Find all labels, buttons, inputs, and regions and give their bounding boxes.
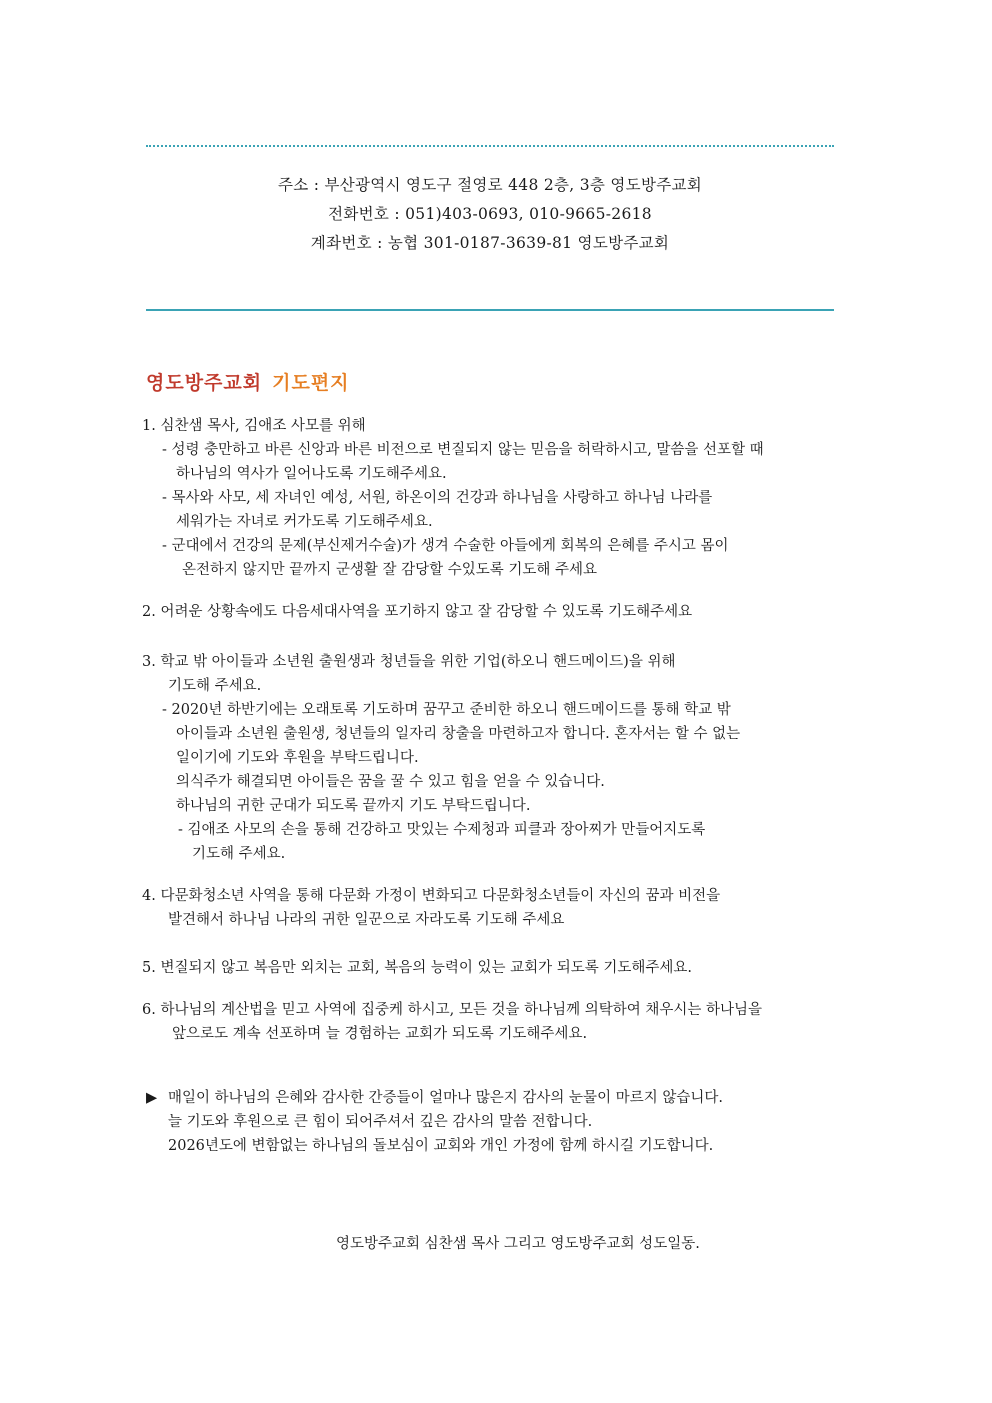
prayer-6-line-2: 앞으로도 계속 선포하며 늘 경험하는 교회가 되도록 기도해주세요. (172, 1026, 588, 1042)
prayer-1-point-b-line-1: - 목사와 사모, 세 자녀인 예성, 서원, 하온이의 건강과 하나님을 사랑하고 하나님 나라를 (162, 490, 713, 506)
closing-line-2: 늘 기도와 후원으로 큰 힘이 되어주셔서 깊은 감사의 말씀 전합니다. (168, 1114, 593, 1130)
prayer-5: 5. 변질되지 않고 복음만 외치는 교회, 복음의 능력이 있는 교회가 되도록 기도해주세요. (142, 960, 692, 976)
prayer-4-line-2: 발견해서 하나님 나라의 귀한 일꾼으로 자라도록 기도해 주세요 (168, 912, 565, 928)
top-dotted-divider (146, 145, 834, 147)
prayer-3-point-a-line-3: 일이기에 기도와 후원을 부탁드립니다. (176, 750, 419, 766)
prayer-3-point-b-line-2: 기도해 주세요. (192, 846, 286, 862)
title-church-name: 영도방주교회 (146, 372, 263, 394)
prayer-6-line-1: 6. 하나님의 계산법을 믿고 사역에 집중케 하시고, 모든 것을 하나님께 의탁하여 채우시는 하나님을 (142, 1002, 763, 1018)
prayer-3-point-a-line-1: - 2020년 하반기에는 오래토록 기도하며 꿈꾸고 준비한 하오니 핸드메이드를 통해 학교 밖 (162, 702, 731, 718)
prayer-2: 2. 어려운 상황속에도 다음세대사역을 포기하지 않고 잘 감당할 수 있도록 기도해주세요 (142, 604, 693, 620)
title-prayer-letter: 기도편지 (272, 372, 350, 394)
closing-line-3: 2026년도에 변함없는 하나님의 돌보심이 교회와 개인 가정에 함께 하시길 기도합니다. (168, 1138, 714, 1154)
account-line: 계좌번호 : 농협 301-0187-3639-81 영도방주교회 (310, 234, 670, 252)
closing-line-1: 매일이 하나님의 은혜와 감사한 간증들이 얼마나 많은지 감사의 눈물이 마르지 않습니다. (168, 1090, 723, 1106)
prayer-1-point-a-line-1: - 성령 충만하고 바른 신앙과 바른 비전으로 변질되지 않는 믿음을 허락하시고, 말씀을 선포할 때 (162, 442, 764, 458)
prayer-1-point-b-line-2: 세워가는 자녀로 커가도록 기도해주세요. (176, 514, 433, 530)
prayer-4-line-1: 4. 다문화청소년 사역을 통해 다문화 가정이 변화되고 다문화청소년들이 자신의 꿈과 비전을 (142, 888, 721, 904)
prayer-3-heading-line-2: 기도해 주세요. (168, 678, 262, 694)
prayer-3-point-a-line-5: 하나님의 귀한 군대가 되도록 끝까지 기도 부탁드립니다. (176, 798, 531, 814)
prayer-3-point-a-line-4: 의식주가 해결되면 아이들은 꿈을 꿀 수 있고 힘을 얻을 수 있습니다. (176, 774, 605, 790)
prayer-3-point-a-line-2: 아이들과 소년원 출원생, 청년들의 일자리 창출을 마련하고자 합니다. 혼자서는 할 수 없는 (176, 726, 741, 742)
prayer-1-heading: 1. 심찬샘 목사, 김애조 사모를 위해 (142, 418, 366, 434)
prayer-3-point-b-line-1: - 김애조 사모의 손을 통해 건강하고 맛있는 수제청과 피클과 장아찌가 만들어지도록 (178, 822, 706, 838)
prayer-1-point-a-line-2: 하나님의 역사가 일어나도록 기도해주세요. (176, 466, 447, 482)
bottom-solid-divider (146, 309, 834, 311)
signature-line: 영도방주교회 심찬샘 목사 그리고 영도방주교회 성도일동. (336, 1236, 700, 1252)
letter-title (146, 368, 350, 395)
address-line: 주소 : 부산광역시 영도구 절영로 448 2층, 3층 영도방주교회 (277, 176, 703, 194)
contact-block (146, 171, 834, 258)
prayer-3-heading-line-1: 3. 학교 밖 아이들과 소년원 출원생과 청년들을 위한 기업(하오니 핸드메이드)을 위해 (142, 654, 676, 670)
prayer-1-point-c-line-2: 온전하지 않지만 끝까지 군생활 잘 감당할 수있도록 기도해 주세요 (182, 562, 598, 578)
prayer-1-point-c-line-1: - 군대에서 건강의 문제(부신제거수술)가 생겨 수술한 아들에게 회복의 은혜를 주시고 몸이 (162, 538, 729, 554)
phone-line: 전화번호 : 051)403-0693, 010-9665-2618 (328, 205, 652, 223)
closing-marker-icon: ▶ (146, 1090, 158, 1106)
